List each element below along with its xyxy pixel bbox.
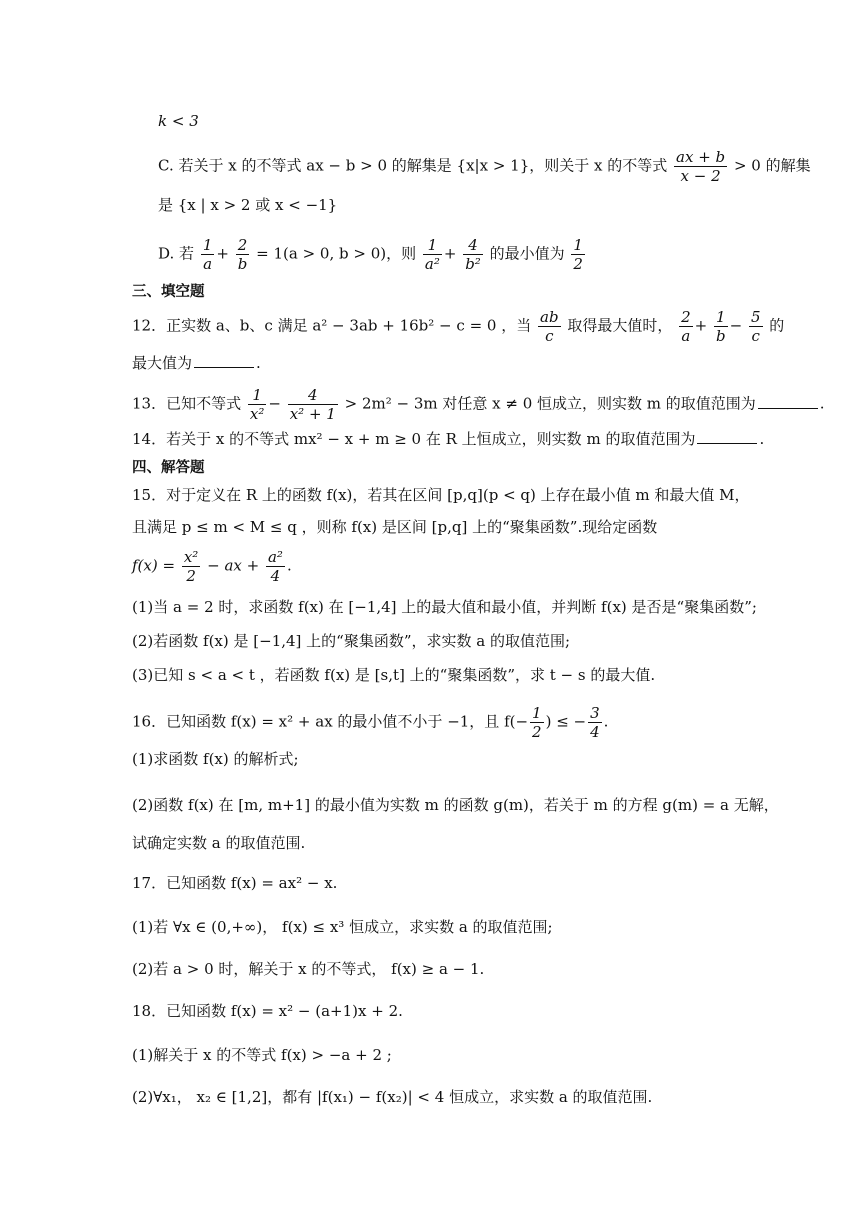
answer-blank bbox=[194, 366, 254, 368]
question-12-line2: 最大值为 . bbox=[132, 354, 261, 372]
option-c-line2: 是 {x | x > 2 或 x < −1} bbox=[158, 196, 338, 214]
fraction: $\frac{3}{4}$ bbox=[590, 704, 600, 741]
question-15-part1: (1)当 a = 2 时，求函数 f(x) 在 [−1,4] 上的最大值和最小值，并判断 f(x) 是否是“聚集函数”; bbox=[132, 598, 757, 616]
question-15-function: f(x) = $\frac{\text{x²}}{2}$ − ax + $\frac{\text{a²}}{4}$ . bbox=[132, 548, 292, 585]
question-16-line1: 16．已知函数 f(x) = x² + ax 的最小值不小于 −1，且 f(− $\frac{1}{2}$ ) ≤ − $\frac{3}{4}$ . bbox=[132, 704, 609, 741]
option-d: D. 若 $\frac{1}{a}$ + $\frac{2}{b}$ = 1(a > 0, b > 0)，则 $\frac{1}{\text{a²}}$ + $\frac{4}{\text{b²}}$ 的最小值为 $\frac{1}{2}$ bbox=[158, 236, 583, 273]
fraction: $\frac{2}{a}$ bbox=[681, 308, 691, 345]
question-18-part2: (2)∀x₁， x₂ ∈ [1,2]，都有 |f(x₁) − f(x₂)| < 4 恒成立，求实数 a 的取值范围. bbox=[132, 1088, 653, 1106]
question-17-line1: 17．已知函数 f(x) = ax² − x. bbox=[132, 874, 338, 892]
answer-blank bbox=[697, 442, 757, 444]
option-c-line1: C. 若关于 x 的不等式 ax − b > 0 的解集是 {x|x > 1}，则关于 x 的不等式 $\frac{ax + b}{x - 2}$ > 0 的解集 bbox=[158, 148, 811, 185]
question-15-line2: 且满足 p ≤ m < M ≤ q ，则称 f(x) 是区间 [p,q] 上的“聚集函数”.现给定函数 bbox=[132, 518, 658, 536]
section-heading-answer: 四、解答题 bbox=[132, 460, 205, 476]
fraction: $\frac{1}{a}$ bbox=[202, 236, 213, 273]
fraction: $\frac{\text{x²}}{2}$ bbox=[183, 548, 199, 585]
fraction: $\frac{1}{\text{a²}}$ bbox=[424, 236, 440, 273]
fraction: $\frac{5}{c}$ bbox=[750, 308, 761, 345]
question-17-part2: (2)若 a > 0 时，解关于 x 的不等式， f(x) ≥ a − 1. bbox=[132, 960, 485, 978]
question-15-line1: 15．对于定义在 R 上的函数 f(x)，若其在区间 [p,q](p < q) 上存在最小值 m 和最大值 M， bbox=[132, 486, 750, 504]
option-b-tail: k < 3 bbox=[158, 112, 199, 130]
question-15-part2: (2)若函数 f(x) 是 [−1,4] 上的“聚集函数”，求实数 a 的取值范围; bbox=[132, 632, 571, 650]
question-16-part2b: 试确定实数 a 的取值范围. bbox=[132, 834, 306, 852]
fraction: $\frac{1}{\text{x²}}$ bbox=[249, 386, 265, 423]
section-heading-fill-in: 三、填空题 bbox=[132, 284, 205, 300]
fraction: $\frac{4}{\text{b²}}$ bbox=[465, 236, 481, 273]
question-18-line1: 18．已知函数 f(x) = x² − (a+1)x + 2. bbox=[132, 1002, 403, 1020]
fraction: $\frac{2}{b}$ bbox=[237, 236, 248, 273]
question-13: 13．已知不等式 $\frac{1}{\text{x²}}$ − $\frac{4}{\text{x² + 1}}$ > 2m² − 3m 对任意 x ≠ 0 恒成立，则实数 m 的取值范围为 . bbox=[132, 386, 825, 423]
question-15-part3: (3)已知 s < a < t ，若函数 f(x) 是 [s,t] 上的“聚集函数”，求 t − s 的最大值. bbox=[132, 666, 656, 684]
fraction: $\frac{ab}{c}$ bbox=[540, 308, 559, 345]
question-16-part1: (1)求函数 f(x) 的解析式; bbox=[132, 750, 299, 768]
question-14: 14．若关于 x 的不等式 mx² − x + m ≥ 0 在 R 上恒成立，则实数 m 的取值范围为 . bbox=[132, 430, 765, 448]
fraction: $\frac{1}{2}$ bbox=[532, 704, 542, 741]
fraction: $\frac{1}{b}$ bbox=[716, 308, 726, 345]
fraction: $\frac{1}{2}$ bbox=[573, 236, 583, 273]
question-17-part1: (1)若 ∀x ∈ (0,+∞)， f(x) ≤ x³ 恒成立，求实数 a 的取值范围; bbox=[132, 918, 553, 936]
fraction: $\frac{4}{\text{x² + 1}}$ bbox=[289, 386, 336, 423]
question-18-part1: (1)解关于 x 的不等式 f(x) > −a + 2 ; bbox=[132, 1046, 392, 1064]
fraction: $\frac{ax + b}{x - 2}$ bbox=[676, 148, 726, 185]
question-16-part2: (2)函数 f(x) 在 [m, m+1] 的最小值为实数 m 的函数 g(m)，若关于 m 的方程 g(m) = a 无解， bbox=[132, 796, 779, 814]
answer-blank bbox=[758, 407, 818, 409]
fraction: $\frac{\text{a²}}{4}$ bbox=[267, 548, 283, 585]
question-12-line1: 12．正实数 a、b、c 满足 a² − 3ab + 16b² − c = 0 ，当 $\frac{ab}{c}$ 取得最大值时， $\frac{2}{a}$ + $\frac{1}{b}$ − $\frac{5}{c}$ 的 bbox=[132, 308, 785, 345]
